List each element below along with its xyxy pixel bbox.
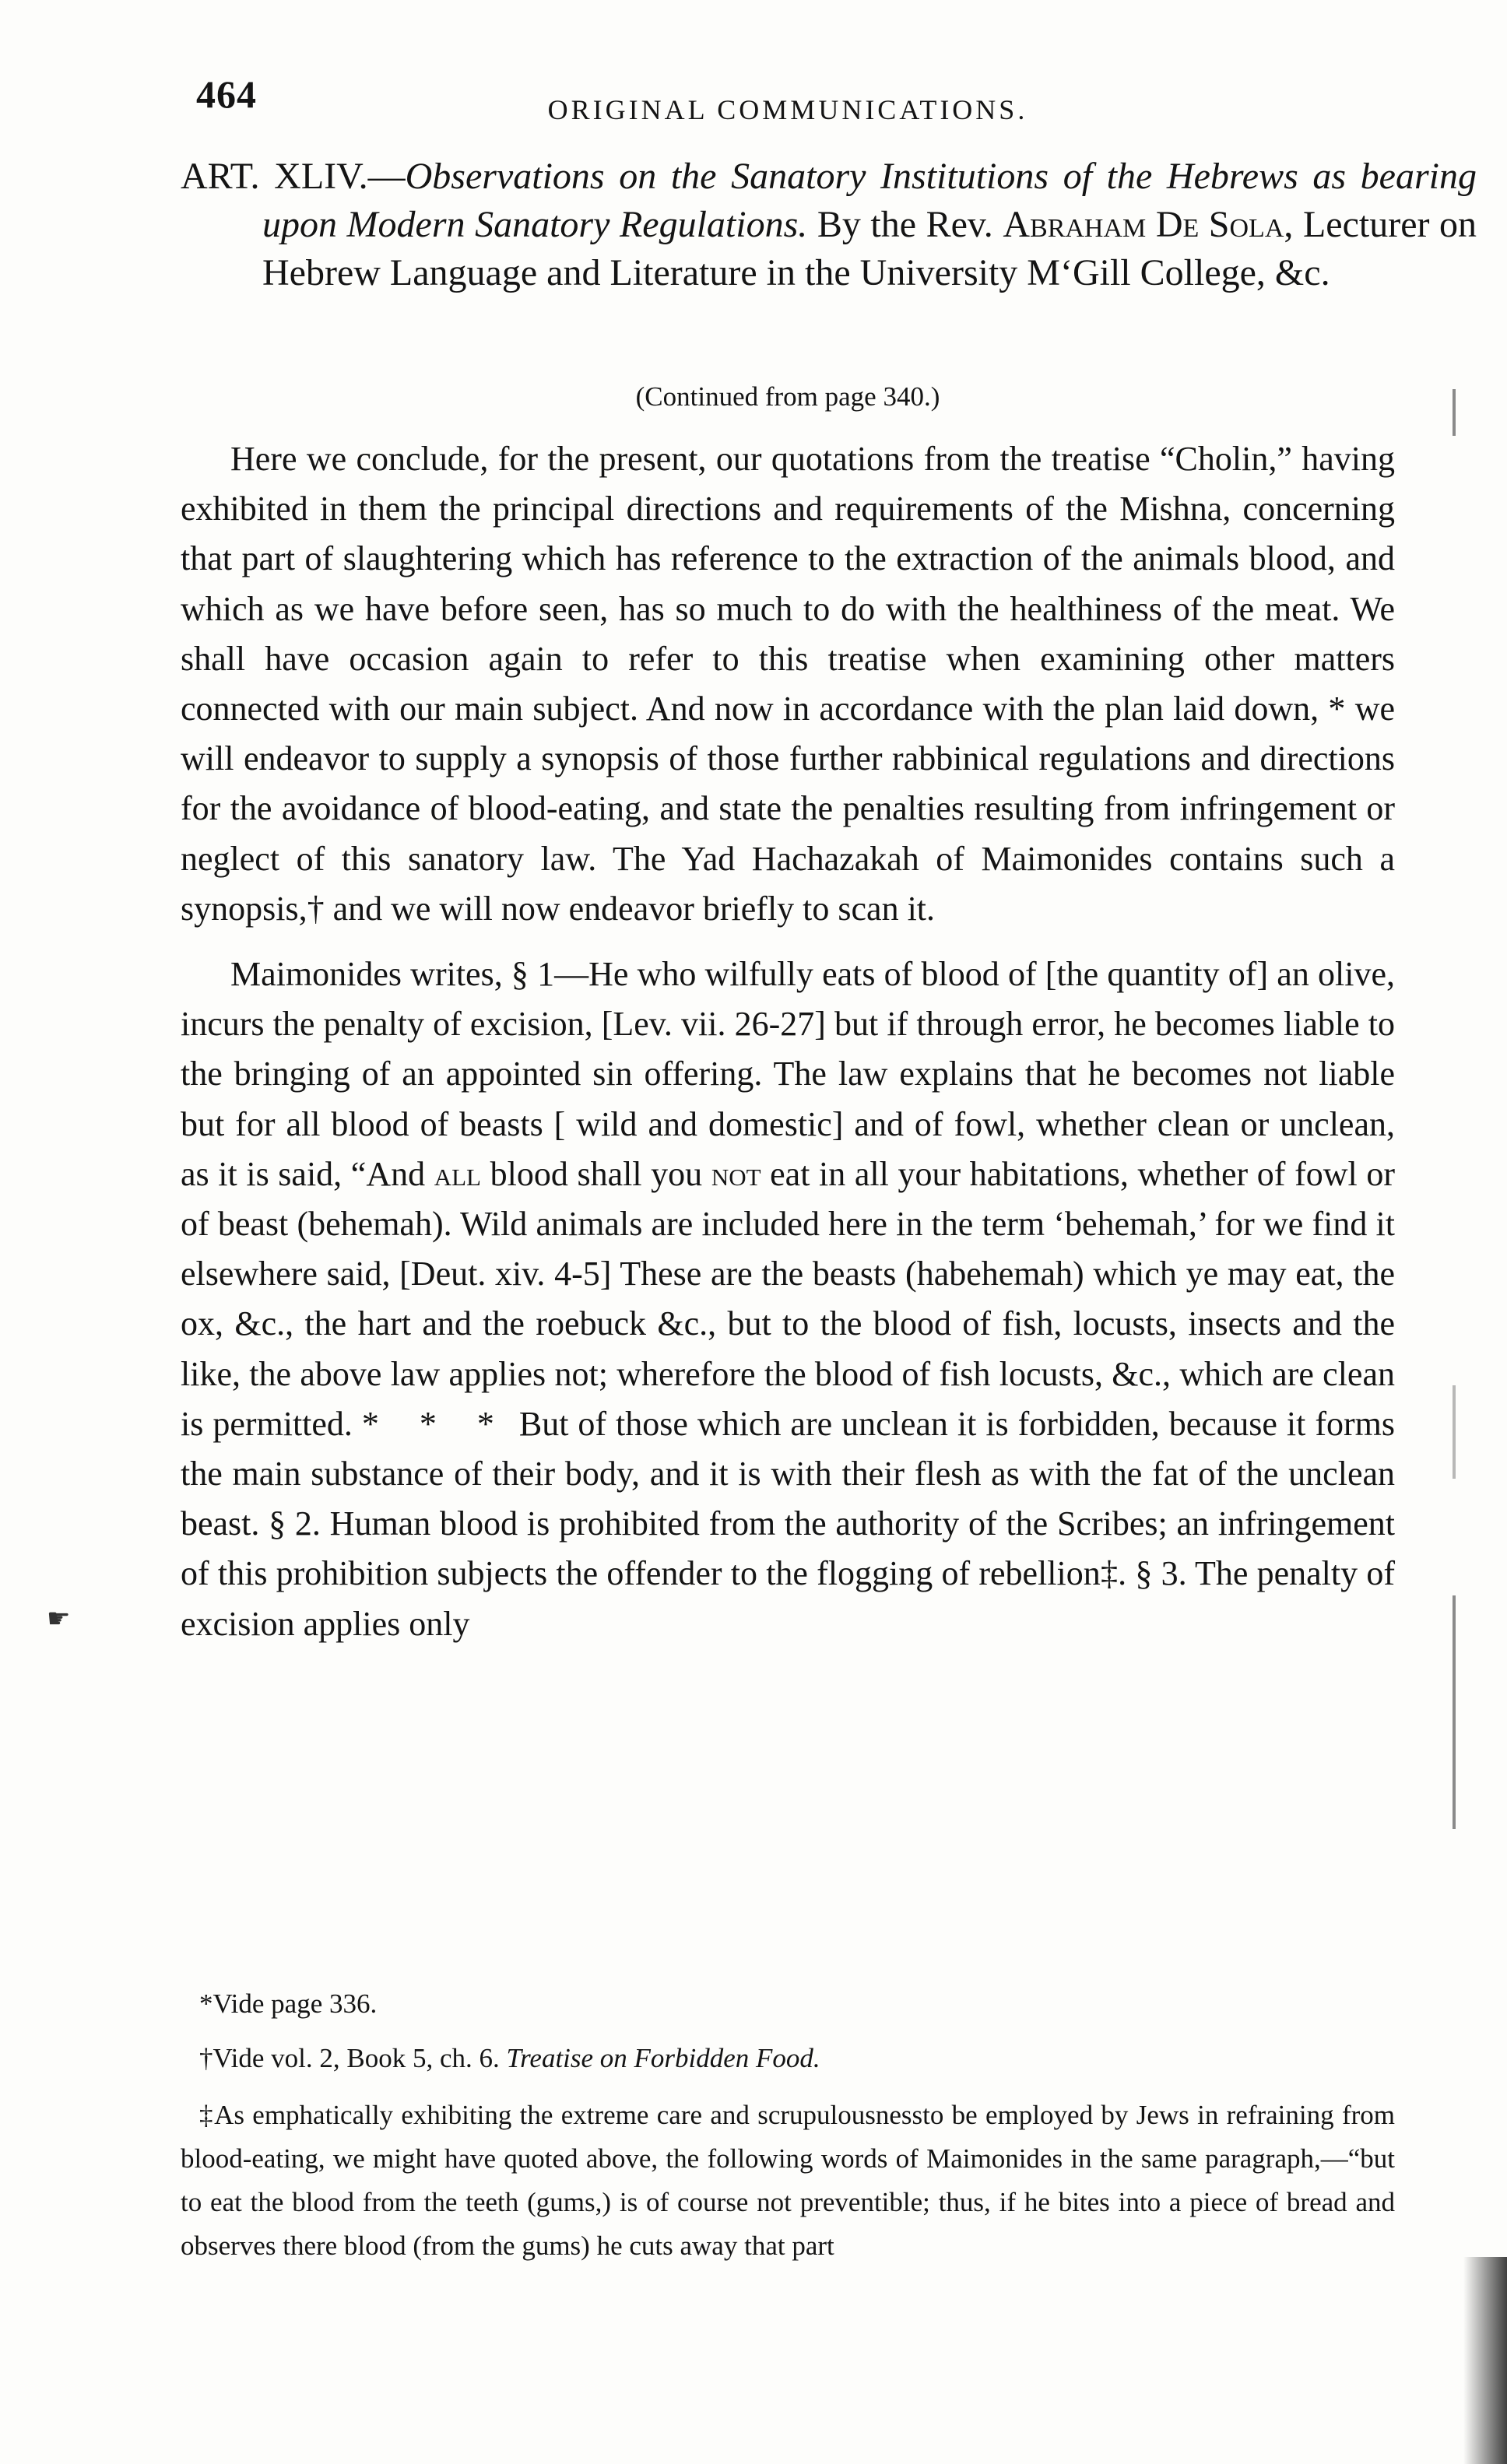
paragraph-1: Here we conclude, for the present, our quotations from the treatise “Cholin,” having exhibited in them the principal directions and requirements of the Mishna, concerning that part of slaughtering which has reference to the extraction of the animals blood, and which as we have before seen, has so much to do with the healthiness of the meat. We shall have occasion again to refer to this treatise when examining other matters connected with our main subject. And now in accordance with the plan laid down, * we will endeavor to supply a synopsis of those further rabbinical regulations and directions for the avoidance of blood-eating, and state the penalties resulting from infringement or neglect of this sanatory law. The Yad Hachazakah of Maimonides contains such a synopsis,† and we will now endeavor briefly to scan it. bbox=[181, 440, 1395, 928]
paragraph-2 bbox=[181, 949, 1395, 1649]
margin-rule-lower bbox=[1453, 1595, 1456, 1829]
word-not: not bbox=[711, 1154, 761, 1193]
paragraph-2-part-3: eat in all your habitations, whether of fowl or of beast (behemah). Wild animals are included here in the term ‘behemah,’ for we find it elsewhere said, [Deut. xiv. 4-5] These are the beasts (habehemah) which ye may eat, the ox, &c., the hart and the roebuck &c., but to the blood of fish, locusts, insects and the like, the above law applies not; wherefore the blood of fish locusts, &c., which are clean is permitted. bbox=[181, 1154, 1395, 1443]
author-name: Abraham De Sola bbox=[1003, 204, 1284, 245]
paragraph-2-part-1: Maimonides writes, § 1—He who wilfully eats of blood of [the quantity of] an olive, incurs the penalty of excision, [Lev. vii. 26-27] but if through error, he becomes liable to the bringing of an appointed sin offering. The law explains that he becomes not liable but for all blood of beasts [ wild and domestic] and of fowl, whether clean or unclean, as it is said, “And bbox=[181, 955, 1395, 1193]
word-all: all bbox=[434, 1154, 481, 1193]
footnote-2-title: Treatise on Forbidden Food. bbox=[506, 2043, 820, 2073]
pointing-hand-icon: ☛ bbox=[47, 1605, 71, 1634]
footnote-2-ref: †Vide vol. 2, Book 5, ch. 6. bbox=[199, 2043, 507, 2073]
footnote-3: ‡As emphatically exhibiting the extreme care and scrupulousnessto be employed by Jews in refraining from blood-eating, we might have quoted above, the following words of Maimonides in the same paragraph,—“but to eat the blood from the teeth (gums,) is of course not preventible; thus, if he bites into a piece of bread and observes there blood (from the gums) he cuts away that part bbox=[181, 2100, 1395, 2261]
page-header bbox=[181, 72, 1395, 134]
paragraph-2-part-4: But of those which are unclean it is forbidden, because it forms the main substance of their body, and it is with their flesh as with the fat of the unclean beast. § 2. Human blood is prohibited from the authority of the Scribes; an infringement of this prohibition subjects the offender to the flogging of rebellion‡. § 3. The penalty of excision applies only bbox=[181, 1404, 1395, 1643]
running-head: ORIGINAL COMMUNICATIONS. bbox=[547, 94, 1028, 125]
footnotes bbox=[181, 1985, 1395, 2283]
margin-rule-top bbox=[1453, 389, 1456, 436]
margin-rule-middle bbox=[1453, 1385, 1456, 1479]
article-body bbox=[181, 434, 1395, 1649]
article-number: ART. XLIV.— bbox=[181, 156, 406, 197]
byline-prefix: By the Rev. bbox=[817, 204, 993, 245]
binding-shadow bbox=[1463, 2257, 1507, 2464]
continued-note: (Continued from page 340.) bbox=[635, 381, 940, 412]
byline-suffix: , Lecturer on Hebrew Language and Literature in the University M‘Gill College, &c. bbox=[262, 204, 1477, 293]
ellipsis-stars: * * * bbox=[361, 1404, 510, 1443]
footnote-1: *Vide page 336. bbox=[199, 1988, 378, 2019]
paragraph-2-part-2: blood shall you bbox=[481, 1154, 711, 1193]
article-title: Observations on the Sanatory Institutions of the Hebrews as bearing upon Modern Sanatory Regulations. bbox=[262, 156, 1477, 245]
footnote-2 bbox=[181, 2039, 1395, 2078]
page-number: 464 bbox=[196, 72, 257, 116]
article-heading bbox=[181, 153, 1477, 297]
